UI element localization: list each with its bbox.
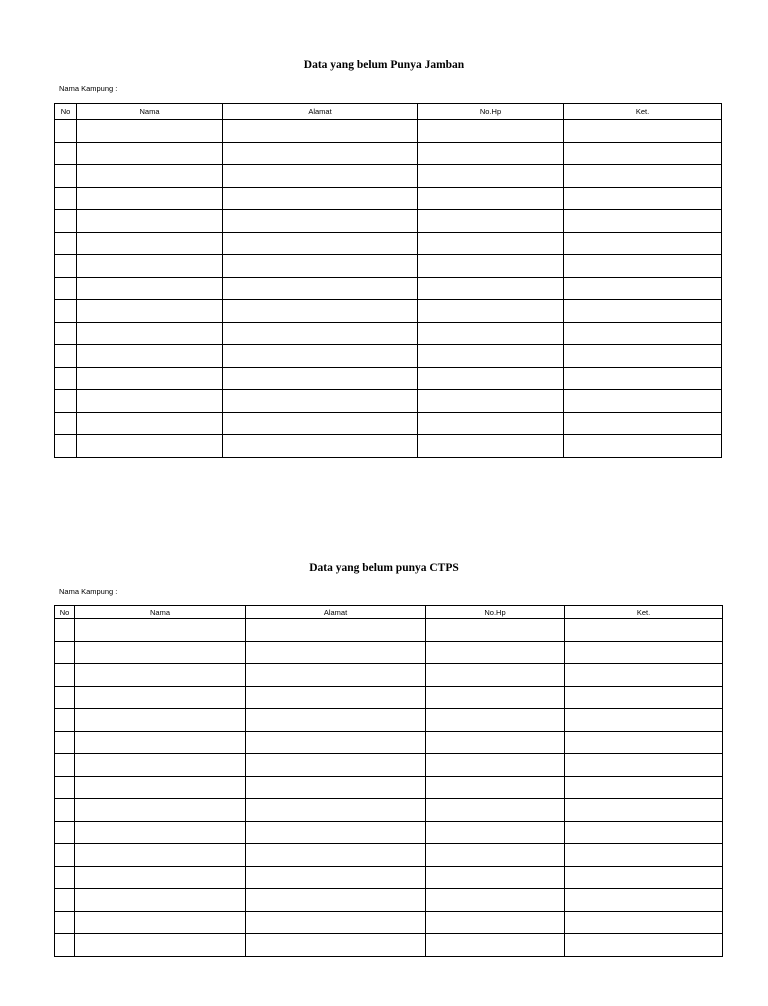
table-row [55, 142, 722, 165]
cell-alamat[interactable] [246, 641, 426, 664]
section-title: Data yang belum punya CTPS [309, 562, 459, 574]
cell-nohp[interactable] [418, 412, 564, 435]
cell-nohp[interactable] [418, 210, 564, 233]
cell-no[interactable] [55, 731, 75, 754]
cell-alamat[interactable] [246, 889, 426, 912]
cell-nama[interactable] [77, 412, 223, 435]
cell-nohp[interactable] [418, 345, 564, 368]
cell-nama[interactable] [75, 934, 246, 957]
cell-ket[interactable] [565, 686, 723, 709]
table-row [55, 277, 722, 300]
cell-no[interactable] [55, 435, 77, 458]
cell-alamat[interactable] [223, 232, 418, 255]
cell-nohp[interactable] [418, 187, 564, 210]
cell-nama[interactable] [77, 187, 223, 210]
cell-nohp[interactable] [426, 664, 565, 687]
cell-nohp[interactable] [426, 709, 565, 732]
cell-ket[interactable] [565, 821, 723, 844]
cell-alamat[interactable] [223, 165, 418, 188]
col-header-nohp: No.Hp [418, 104, 564, 120]
cell-no[interactable] [55, 754, 75, 777]
cell-alamat[interactable] [246, 866, 426, 889]
cell-nama[interactable] [77, 165, 223, 188]
cell-alamat[interactable] [246, 799, 426, 822]
cell-ket[interactable] [565, 776, 723, 799]
cell-nama[interactable] [77, 210, 223, 233]
table-row [55, 165, 722, 188]
cell-no[interactable] [55, 300, 77, 323]
cell-no[interactable] [55, 142, 77, 165]
cell-ket[interactable] [564, 345, 722, 368]
cell-alamat[interactable] [246, 686, 426, 709]
cell-nama[interactable] [77, 300, 223, 323]
cell-nama[interactable] [77, 345, 223, 368]
cell-alamat[interactable] [246, 664, 426, 687]
cell-ket[interactable] [565, 911, 723, 934]
cell-ket[interactable] [564, 390, 722, 413]
cell-nama[interactable] [77, 277, 223, 300]
cell-ket[interactable] [565, 754, 723, 777]
cell-nohp[interactable] [418, 367, 564, 390]
cell-ket[interactable] [564, 120, 722, 143]
cell-nama[interactable] [77, 120, 223, 143]
cell-nama[interactable] [77, 435, 223, 458]
col-header-nama: Nama [77, 104, 223, 120]
table-row [55, 390, 722, 413]
cell-no[interactable] [55, 367, 77, 390]
cell-alamat[interactable] [246, 934, 426, 957]
cell-nohp[interactable] [418, 300, 564, 323]
cell-ket[interactable] [565, 731, 723, 754]
cell-nohp[interactable] [426, 934, 565, 957]
cell-nama[interactable] [77, 232, 223, 255]
cell-ket[interactable] [564, 300, 722, 323]
cell-no[interactable] [55, 322, 77, 345]
cell-nama[interactable] [77, 390, 223, 413]
table-row [55, 367, 722, 390]
cell-ket[interactable] [565, 866, 723, 889]
table-row [55, 911, 723, 934]
table-row [55, 731, 723, 754]
cell-no[interactable] [55, 889, 75, 912]
cell-ket[interactable] [565, 641, 723, 664]
cell-alamat[interactable] [223, 367, 418, 390]
table-row [55, 934, 723, 957]
cell-nohp[interactable] [426, 754, 565, 777]
cell-ket[interactable] [564, 142, 722, 165]
table-row [55, 866, 723, 889]
cell-alamat[interactable] [223, 412, 418, 435]
table-row [55, 641, 723, 664]
cell-nama[interactable] [75, 866, 246, 889]
cell-alamat[interactable] [223, 120, 418, 143]
table-row [55, 776, 723, 799]
cell-no[interactable] [55, 641, 75, 664]
cell-nama[interactable] [75, 911, 246, 934]
cell-no[interactable] [55, 686, 75, 709]
cell-ket[interactable] [564, 165, 722, 188]
cell-alamat[interactable] [223, 390, 418, 413]
cell-nohp[interactable] [418, 255, 564, 278]
cell-nama[interactable] [75, 754, 246, 777]
cell-no[interactable] [55, 232, 77, 255]
cell-nohp[interactable] [418, 435, 564, 458]
cell-nohp[interactable] [418, 165, 564, 188]
cell-alamat[interactable] [246, 754, 426, 777]
table-row [55, 345, 722, 368]
cell-nama[interactable] [75, 641, 246, 664]
table-row [55, 187, 722, 210]
cell-nohp[interactable] [418, 322, 564, 345]
cell-nama[interactable] [77, 255, 223, 278]
cell-nohp[interactable] [426, 731, 565, 754]
table-header-row [55, 606, 723, 619]
cell-ket[interactable] [564, 412, 722, 435]
table-row [55, 889, 723, 912]
cell-nama[interactable] [75, 889, 246, 912]
table-row [55, 120, 722, 143]
cell-no[interactable] [55, 911, 75, 934]
cell-no[interactable] [55, 821, 75, 844]
cell-nohp[interactable] [418, 232, 564, 255]
cell-no[interactable] [55, 664, 75, 687]
cell-no[interactable] [55, 934, 75, 957]
section-title: Data yang belum Punya Jamban [303, 59, 465, 71]
cell-nama[interactable] [77, 322, 223, 345]
cell-no[interactable] [55, 866, 75, 889]
cell-alamat[interactable] [223, 277, 418, 300]
cell-nohp[interactable] [426, 844, 565, 867]
table-row [55, 322, 722, 345]
cell-alamat[interactable] [223, 322, 418, 345]
cell-nohp[interactable] [418, 390, 564, 413]
cell-nohp[interactable] [426, 619, 565, 642]
cell-nohp[interactable] [426, 799, 565, 822]
cell-no[interactable] [55, 187, 77, 210]
cell-nama[interactable] [77, 367, 223, 390]
table-row [55, 300, 722, 323]
table-row [55, 255, 722, 278]
cell-no[interactable] [55, 799, 75, 822]
cell-nohp[interactable] [426, 641, 565, 664]
table-row [55, 232, 722, 255]
cell-alamat[interactable] [223, 142, 418, 165]
cell-no[interactable] [55, 844, 75, 867]
cell-nohp[interactable] [426, 911, 565, 934]
cell-nama[interactable] [75, 731, 246, 754]
cell-ket[interactable] [564, 322, 722, 345]
cell-no[interactable] [55, 277, 77, 300]
cell-nama[interactable] [75, 619, 246, 642]
cell-ket[interactable] [564, 210, 722, 233]
col-header-no: No [55, 104, 77, 120]
cell-nohp[interactable] [426, 866, 565, 889]
cell-no[interactable] [55, 165, 77, 188]
cell-no[interactable] [55, 412, 77, 435]
col-header-ket: Ket. [565, 606, 723, 619]
cell-ket[interactable] [565, 844, 723, 867]
cell-ket[interactable] [564, 255, 722, 278]
cell-nama[interactable] [75, 844, 246, 867]
cell-nohp[interactable] [418, 120, 564, 143]
kampung-label: Nama Kampung : [59, 84, 118, 93]
cell-nohp[interactable] [426, 821, 565, 844]
cell-no[interactable] [55, 619, 75, 642]
cell-ket[interactable] [564, 367, 722, 390]
col-header-alamat: Alamat [223, 104, 418, 120]
cell-no[interactable] [55, 776, 75, 799]
table-row [55, 412, 722, 435]
col-header-alamat: Alamat [246, 606, 426, 619]
kampung-label: Nama Kampung : [59, 587, 118, 596]
cell-alamat[interactable] [246, 731, 426, 754]
cell-alamat[interactable] [246, 776, 426, 799]
table-row [55, 210, 722, 233]
table-row [55, 664, 723, 687]
cell-alamat[interactable] [223, 187, 418, 210]
table-header-row [55, 104, 722, 120]
cell-ket[interactable] [564, 435, 722, 458]
cell-alamat[interactable] [223, 255, 418, 278]
cell-ket[interactable] [565, 709, 723, 732]
cell-no[interactable] [55, 345, 77, 368]
cell-ket[interactable] [565, 889, 723, 912]
cell-alamat[interactable] [223, 210, 418, 233]
cell-nohp[interactable] [426, 776, 565, 799]
table-row [55, 435, 722, 458]
cell-ket[interactable] [564, 232, 722, 255]
cell-nohp[interactable] [418, 277, 564, 300]
cell-no[interactable] [55, 709, 75, 732]
cell-ket[interactable] [565, 664, 723, 687]
jamban-table [54, 103, 722, 458]
cell-ket[interactable] [564, 277, 722, 300]
cell-ket[interactable] [564, 187, 722, 210]
ctps-table [54, 605, 723, 957]
cell-nama[interactable] [75, 799, 246, 822]
cell-alamat[interactable] [246, 821, 426, 844]
cell-alamat[interactable] [246, 619, 426, 642]
table-row [55, 844, 723, 867]
cell-alamat[interactable] [246, 844, 426, 867]
col-header-ket: Ket. [564, 104, 722, 120]
table-row [55, 709, 723, 732]
cell-ket[interactable] [565, 934, 723, 957]
col-header-nama: Nama [75, 606, 246, 619]
cell-nama[interactable] [77, 142, 223, 165]
cell-ket[interactable] [565, 619, 723, 642]
cell-alamat[interactable] [246, 709, 426, 732]
col-header-no: No [55, 606, 75, 619]
cell-no[interactable] [55, 120, 77, 143]
table-row [55, 754, 723, 777]
cell-no[interactable] [55, 210, 77, 233]
cell-nama[interactable] [75, 821, 246, 844]
cell-nama[interactable] [75, 664, 246, 687]
cell-nohp[interactable] [426, 889, 565, 912]
table-row [55, 686, 723, 709]
cell-nohp[interactable] [426, 686, 565, 709]
cell-alamat[interactable] [246, 911, 426, 934]
cell-no[interactable] [55, 255, 77, 278]
cell-nama[interactable] [75, 776, 246, 799]
cell-nohp[interactable] [418, 142, 564, 165]
cell-nama[interactable] [75, 686, 246, 709]
table-row [55, 821, 723, 844]
cell-alamat[interactable] [223, 300, 418, 323]
table-row [55, 799, 723, 822]
cell-alamat[interactable] [223, 435, 418, 458]
cell-ket[interactable] [565, 799, 723, 822]
cell-nama[interactable] [75, 709, 246, 732]
table-row [55, 619, 723, 642]
col-header-nohp: No.Hp [426, 606, 565, 619]
cell-alamat[interactable] [223, 345, 418, 368]
cell-no[interactable] [55, 390, 77, 413]
